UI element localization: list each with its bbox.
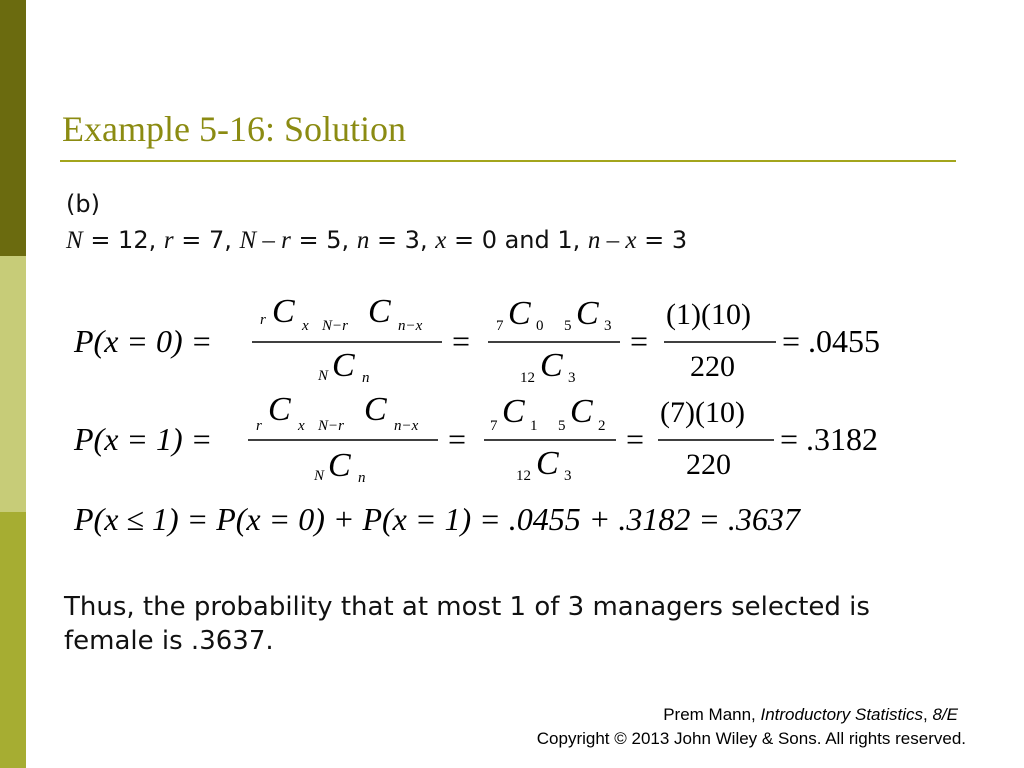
param-r-value: = 7,: [173, 226, 240, 254]
param-n-minus-x: n – x: [587, 227, 637, 254]
slide-title: Example 5-16: Solution: [62, 109, 406, 149]
footer-edition: 8/E: [932, 705, 958, 724]
eq2-den2-12: 12: [516, 468, 531, 484]
eq1-den2-C: C: [540, 347, 563, 384]
eq1-bot-n: n: [362, 370, 370, 386]
eq2-den3: 220: [686, 448, 731, 481]
eq1-top-N-r: N−r: [322, 318, 348, 334]
param-N-value: = 12,: [82, 226, 164, 254]
eq2-den2-C: C: [536, 445, 559, 482]
footer-author: Prem Mann,: [663, 705, 761, 724]
eq2-top-n-x: n−x: [394, 418, 419, 434]
eq1-equals2: =: [630, 323, 649, 359]
param-N-minus-r-value: = 5,: [290, 226, 357, 254]
eq2-num2-1: 1: [530, 418, 538, 434]
eq1-bot-N: N: [318, 368, 329, 384]
eq2-bot-n: n: [358, 470, 366, 486]
eq2-equals1: =: [448, 421, 467, 457]
eq1-den2-3: 3: [568, 370, 576, 386]
eq1-num2-3: 3: [604, 318, 612, 334]
sidebar-block-light: [0, 256, 26, 512]
param-r: r: [163, 227, 174, 254]
eq1-num2-C2: C: [576, 295, 599, 332]
eq2-top-C: C: [268, 391, 291, 428]
eq1-lhs: P(x = 0) =: [74, 323, 213, 359]
eq2-bot-C: C: [328, 447, 351, 484]
eq3-text: P(x ≤ 1) = P(x = 0) + P(x = 1) = .0455 + .3182 = .3637: [74, 501, 800, 537]
footer-copyright: Copyright © 2013 John Wiley & Sons. All rights reserved.: [536, 729, 966, 748]
eq2-top-x: x: [298, 418, 305, 434]
eq2-num2-7: 7: [490, 418, 498, 434]
eq1-num2-0: 0: [536, 318, 544, 334]
eq2-top-C2: C: [364, 391, 387, 428]
eq2-result: = .3182: [780, 421, 879, 457]
param-x-value: = 0 and 1,: [446, 226, 588, 254]
eq1-den2-12: 12: [520, 370, 535, 386]
eq1-result: = .0455: [782, 323, 881, 359]
part-label: (b): [66, 190, 100, 218]
eq1-den3: 220: [690, 350, 735, 383]
param-N-minus-r: N – r: [239, 227, 291, 254]
eq1-num2-7: 7: [496, 318, 504, 334]
eq1-num2-5: 5: [564, 318, 572, 334]
eq1-top-x: x: [302, 318, 309, 334]
param-n: n: [356, 227, 370, 254]
footer-citation: [537, 703, 966, 727]
eq1-top-C2: C: [368, 293, 391, 330]
eq2-equals2: =: [626, 421, 645, 457]
footer-sep: ,: [923, 705, 933, 724]
param-n-minus-x-value: = 3: [636, 226, 688, 254]
param-x: x: [435, 227, 447, 254]
eq2-num2-C2: C: [570, 393, 593, 430]
eq2-den2-3: 3: [564, 468, 572, 484]
sidebar-decoration: [0, 0, 26, 768]
sidebar-block-dark: [0, 0, 26, 256]
eq2-num2-C1: C: [502, 393, 525, 430]
eq2-lhs: P(x = 1) =: [74, 421, 213, 457]
conclusion-text: Thus, the probability that at most 1 of 3 managers selected is female is .3637.: [64, 592, 870, 656]
eq1-num2-C1: C: [508, 295, 531, 332]
eq1-bot-C: C: [332, 347, 355, 384]
eq2-bot-N: N: [314, 468, 325, 484]
equation-p-x-0: [60, 290, 940, 400]
eq2-top-r: r: [256, 418, 262, 434]
footer-book: Introductory Statistics: [760, 705, 924, 724]
eq2-top-N-r: N−r: [318, 418, 344, 434]
title-rule: [60, 160, 956, 162]
equation-p-x-le-1: [60, 494, 960, 544]
eq2-num2-5: 5: [558, 418, 566, 434]
eq1-equals1: =: [452, 323, 471, 359]
footer: [537, 703, 966, 751]
param-N: N: [66, 227, 83, 254]
eq1-num3: (1)(10): [666, 298, 751, 331]
equation-p-x-1: [60, 390, 940, 500]
eq2-num3: (7)(10): [660, 396, 745, 429]
param-n-value: = 3,: [369, 226, 436, 254]
eq1-top-n-x: n−x: [398, 318, 423, 334]
eq1-top-C: C: [272, 293, 295, 330]
eq2-num2-2: 2: [598, 418, 606, 434]
eq1-top-r: r: [260, 312, 266, 328]
parameters-line: [66, 226, 687, 255]
sidebar-block-mid: [0, 512, 26, 768]
